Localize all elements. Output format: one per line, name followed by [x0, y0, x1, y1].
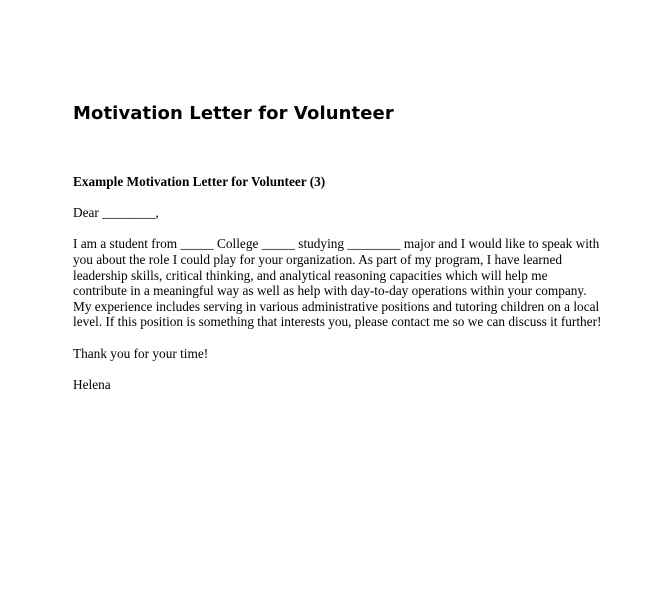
signature: Helena [73, 376, 111, 392]
body-paragraph: I am a student from _____ College _____ studying ________ major and I would like to speak with you about the role I could play for your organization. As part of my program, I have learned leadership skills, critical thinking, and analytical reasoning capacities which will help me contribute in a meaningful way as well as help with day-to-day operations within your company. My experience includes serving in various administrative positions and tutoring children on a local level. If this position is something that interests you, please contact me so we can discuss it further! [73, 236, 602, 330]
letter-body [73, 174, 603, 408]
closing-line: Thank you for your time! [73, 345, 209, 361]
document-title: Motivation Letter for Volunteer [73, 103, 394, 124]
salutation: Dear ________, [73, 205, 159, 221]
letter-heading: Example Motivation Letter for Volunteer (3) [73, 174, 326, 189]
